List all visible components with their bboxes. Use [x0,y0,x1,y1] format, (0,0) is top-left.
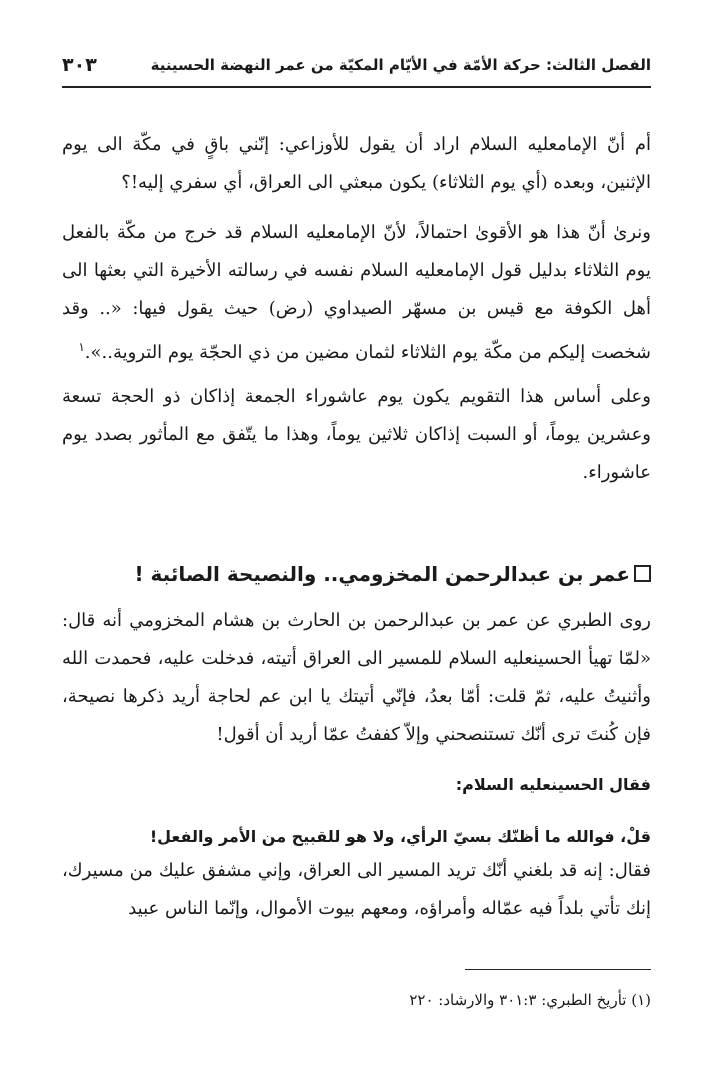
paragraph-2-text: ونرىٰ أنّ هذا هو الأقوىٰ احتمالاً، لأنّ الإمامعليه السلام قد خرج من مكّة بالفعل يوم الثلاثاء بدليل قول الإمامعليه السلام نفسه في رسالته الأخيرة التي بعثها الى أهل الكوفة مع قيس بن مسهّر الصيداوي (رض) حيث يقول فيها: «.. وقد شخصت إليكم من مكّة يوم الثلاثاء لثمان مضين من ذي الحجّة يوم التروية..». [62,222,651,363]
dialog-label: فقال الحسينعليه السلام: [455,775,651,794]
footnote-divider [465,969,651,970]
running-title: الفصل الثالث: حركة الأمّة في الأيّام المكيّة من عمر النهضة الحسينية [150,56,651,74]
hussein-quote: قلْ، فوالله ما أظنّك بسيّ الرأي، ولا هو للقبيح من الأمر والفعل! [149,827,651,846]
page-header [62,52,651,88]
section-heading [62,554,651,594]
page-number: ٣٠٣ [62,54,97,76]
paragraph-4: روى الطبري عن عمر بن عبدالرحمن بن الحارث بن هشام المخزومي أنه قال: «لمّا تهيأ الحسينعليه السلام للمسير الى العراق أتيته، فدخلت عليه، فحمدت الله وأثنيتُ عليه، ثمّ قلت: أمّا بعدُ، فإنّي أتيتك يا ابن عم لحاجة أريد ذكرها نصيحة، فإن كُنتَ ترى أنّك تستنصحني وإلاّ كففتُ عمّا أريد أن أقول! [62,610,651,745]
paragraph-3: وعلى أساس هذا التقويم يكون يوم عاشوراء الجمعة إذاكان ذو الحجة تسعة وعشرين يوماً، أو السبت إذاكان ثلاثين يوماً، وهذا ما يتّفق مع المأثور بصدد يوم عاشوراء. [62,386,651,483]
paragraph-2 [62,214,651,372]
paragraph-5: فقال: إنه قد بلغني أنّك تريد المسير الى العراق، وإني مشفق عليك من مسيرك، إنك تأتي بلداً فيه عمّاله وأمراؤه، ومعهم بيوت الأموال، وإنّما الناس عبيد [62,860,651,919]
paragraph-1: أم أنّ الإمامعليه السلام اراد أن يقول للأوزاعي: إنّني باقٍ في مكّة الى يوم الإثنين، وبعده (أي يوم الثلاثاء) يكون مبعثي الى العراق، أي سفري إليه!؟ [62,134,651,193]
footnote: (١) تأريخ الطبري: ٣٠١:٣ والارشاد: ٢٢٠ [409,991,651,1009]
footnote-reference: ١ [78,340,85,354]
square-bullet-icon [634,565,651,582]
section-heading-text: عمر بن عبدالرحمن المخزومي.. والنصيحة الصائبة ! [134,562,630,586]
